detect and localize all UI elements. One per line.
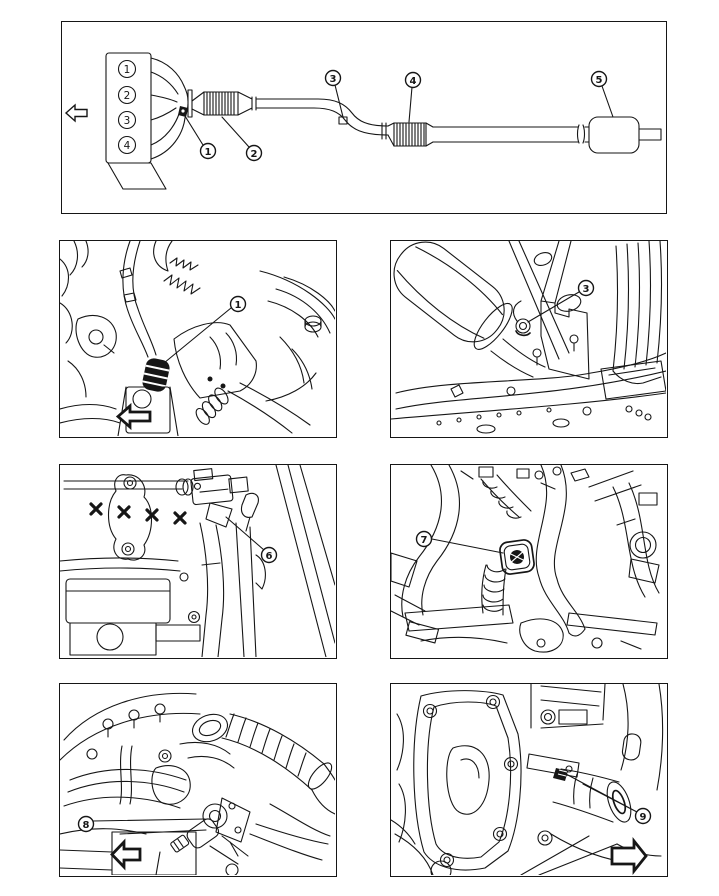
cylinder-number-2	[119, 87, 136, 104]
panel-6-line-art	[391, 684, 666, 875]
detail-panel-2	[390, 240, 668, 438]
catalyst-barrel	[391, 241, 520, 357]
camshaft-position-sensor	[176, 465, 249, 527]
front-of-vehicle-arrow-icon	[112, 842, 140, 867]
svg-text:4: 4	[123, 140, 131, 152]
callout-3	[528, 281, 594, 323]
svg-text:2: 2	[123, 90, 131, 102]
exhaust-system-schematic-panel	[61, 21, 667, 214]
detail-panel-1	[59, 240, 337, 438]
purge-valve	[120, 798, 250, 856]
cylinder-number-3	[119, 112, 136, 129]
cylinder-number-1	[119, 61, 136, 78]
front-of-vehicle-arrow-icon	[66, 105, 87, 121]
engine-block-top	[531, 684, 605, 728]
detail-panel-4	[390, 464, 668, 659]
panel-3-line-art	[60, 465, 335, 657]
catalytic-converter-rear	[382, 123, 433, 146]
oxygen-sensor	[141, 357, 171, 393]
detail-panel-6	[390, 683, 668, 877]
engine-cover-arcs	[60, 693, 200, 760]
heat-shield-ribs	[601, 241, 666, 399]
callout-5	[592, 72, 614, 118]
crankshaft-position-sensor	[527, 754, 636, 825]
engine-mount-strut	[200, 493, 265, 657]
panel-5-line-art	[60, 684, 335, 875]
svg-text:9: 9	[639, 811, 647, 823]
callout-4	[406, 73, 421, 123]
exhaust-schematic-line-art	[62, 22, 664, 211]
hose-cluster	[64, 742, 234, 808]
top-fittings	[461, 467, 589, 489]
intake-boot	[222, 714, 335, 836]
svg-text:8: 8	[82, 819, 90, 831]
panel-2-line-art	[391, 241, 666, 436]
callout-1	[185, 116, 216, 159]
throttle-body	[189, 710, 232, 747]
callout-2	[222, 117, 262, 161]
front-exhaust-pipe	[256, 99, 388, 135]
callout-7	[417, 532, 504, 554]
engine-bay-line-art	[60, 241, 200, 397]
sensor-target	[514, 301, 530, 335]
muffler-assembly	[433, 117, 661, 153]
bell-housing	[414, 691, 521, 870]
svg-text:4: 4	[409, 75, 417, 87]
svg-text:7: 7	[420, 534, 428, 546]
lower-frame	[60, 824, 328, 875]
heat-shield	[174, 323, 256, 398]
svg-text:1: 1	[204, 146, 212, 158]
svg-text:6: 6	[265, 550, 273, 562]
side-member-diagonals	[276, 465, 335, 657]
panel-1-line-art	[60, 241, 335, 436]
detail-panel-5	[59, 683, 337, 877]
svg-text:1: 1	[234, 299, 242, 311]
corrugated-duct	[481, 475, 531, 615]
hanger-bracket	[532, 241, 589, 379]
svg-text:2: 2	[250, 148, 258, 160]
panel-4-line-art	[391, 465, 666, 657]
valve-cover-edge	[60, 481, 188, 571]
svg-text:1: 1	[123, 64, 131, 76]
svg-text:5: 5	[595, 74, 603, 86]
svg-text:3: 3	[329, 73, 337, 85]
exhaust-manifold	[106, 53, 188, 189]
head-bolts	[91, 504, 185, 523]
cylinder-number-4	[119, 137, 136, 154]
fender-panel-curves	[260, 271, 335, 401]
right-frame	[621, 684, 663, 790]
s-curve-hose	[536, 465, 585, 636]
svg-text:3: 3	[123, 115, 131, 127]
detail-panel-3	[59, 464, 337, 659]
lower-bracket-and-boot	[60, 383, 310, 436]
catalytic-converter-front	[192, 92, 256, 115]
left-pillar-hose	[391, 465, 459, 643]
front-of-vehicle-arrow-icon	[612, 841, 646, 871]
bottom-rail	[405, 605, 657, 652]
exhaust-pipe-under	[491, 241, 569, 377]
right-hose-and-port	[589, 471, 659, 597]
ignition-coil-block	[66, 573, 200, 655]
svg-text:3: 3	[582, 283, 590, 295]
manifold-flange	[178, 90, 192, 117]
